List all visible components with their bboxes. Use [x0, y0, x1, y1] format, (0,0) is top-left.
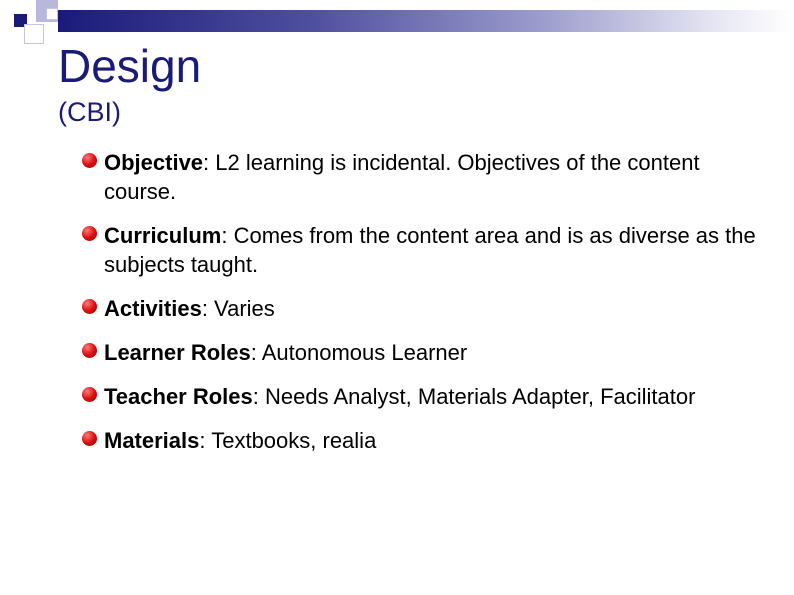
bullet-dot-icon	[82, 431, 97, 446]
bullet-term: Objective	[104, 150, 204, 175]
bullet-dot-icon	[82, 226, 97, 241]
decor-square-outline	[24, 24, 44, 44]
bullet-item-teacher-roles	[80, 382, 760, 411]
bullet-dot-icon	[82, 153, 97, 168]
decor-square-outline-small	[46, 8, 58, 20]
bullet-text: : Comes from the content area and is as diverse as the subjects taught.	[104, 223, 756, 277]
bullet-text: : Autonomous Learner	[250, 340, 468, 365]
bullet-item-learner-roles	[80, 338, 760, 367]
bullet-item-materials	[80, 426, 760, 455]
bullet-item-curriculum	[80, 221, 760, 279]
bullet-text: : L2 learning is incidental. Objectives of the content course.	[104, 150, 700, 204]
bullet-term: Learner Roles	[104, 340, 251, 365]
bullet-item-objective	[80, 148, 760, 206]
bullet-text: : Needs Analyst, Materials Adapter, Facilitator	[252, 384, 696, 409]
slide-subtitle: (CBI)	[58, 97, 121, 127]
bullet-term: Materials	[104, 428, 200, 453]
bullet-dot-icon	[82, 387, 97, 402]
bullet-dot-icon	[82, 299, 97, 314]
bullet-term: Activities	[104, 296, 202, 321]
bullet-list	[80, 148, 760, 470]
bullet-text: : Varies	[201, 296, 275, 321]
bullet-text: : Textbooks, realia	[199, 428, 377, 453]
slide-title: Design	[58, 40, 202, 92]
bullet-term: Teacher Roles	[104, 384, 253, 409]
bullet-term: Curriculum	[104, 223, 222, 248]
bullet-dot-icon	[82, 343, 97, 358]
bullet-item-activities	[80, 294, 760, 323]
header-gradient-bar	[58, 10, 794, 32]
